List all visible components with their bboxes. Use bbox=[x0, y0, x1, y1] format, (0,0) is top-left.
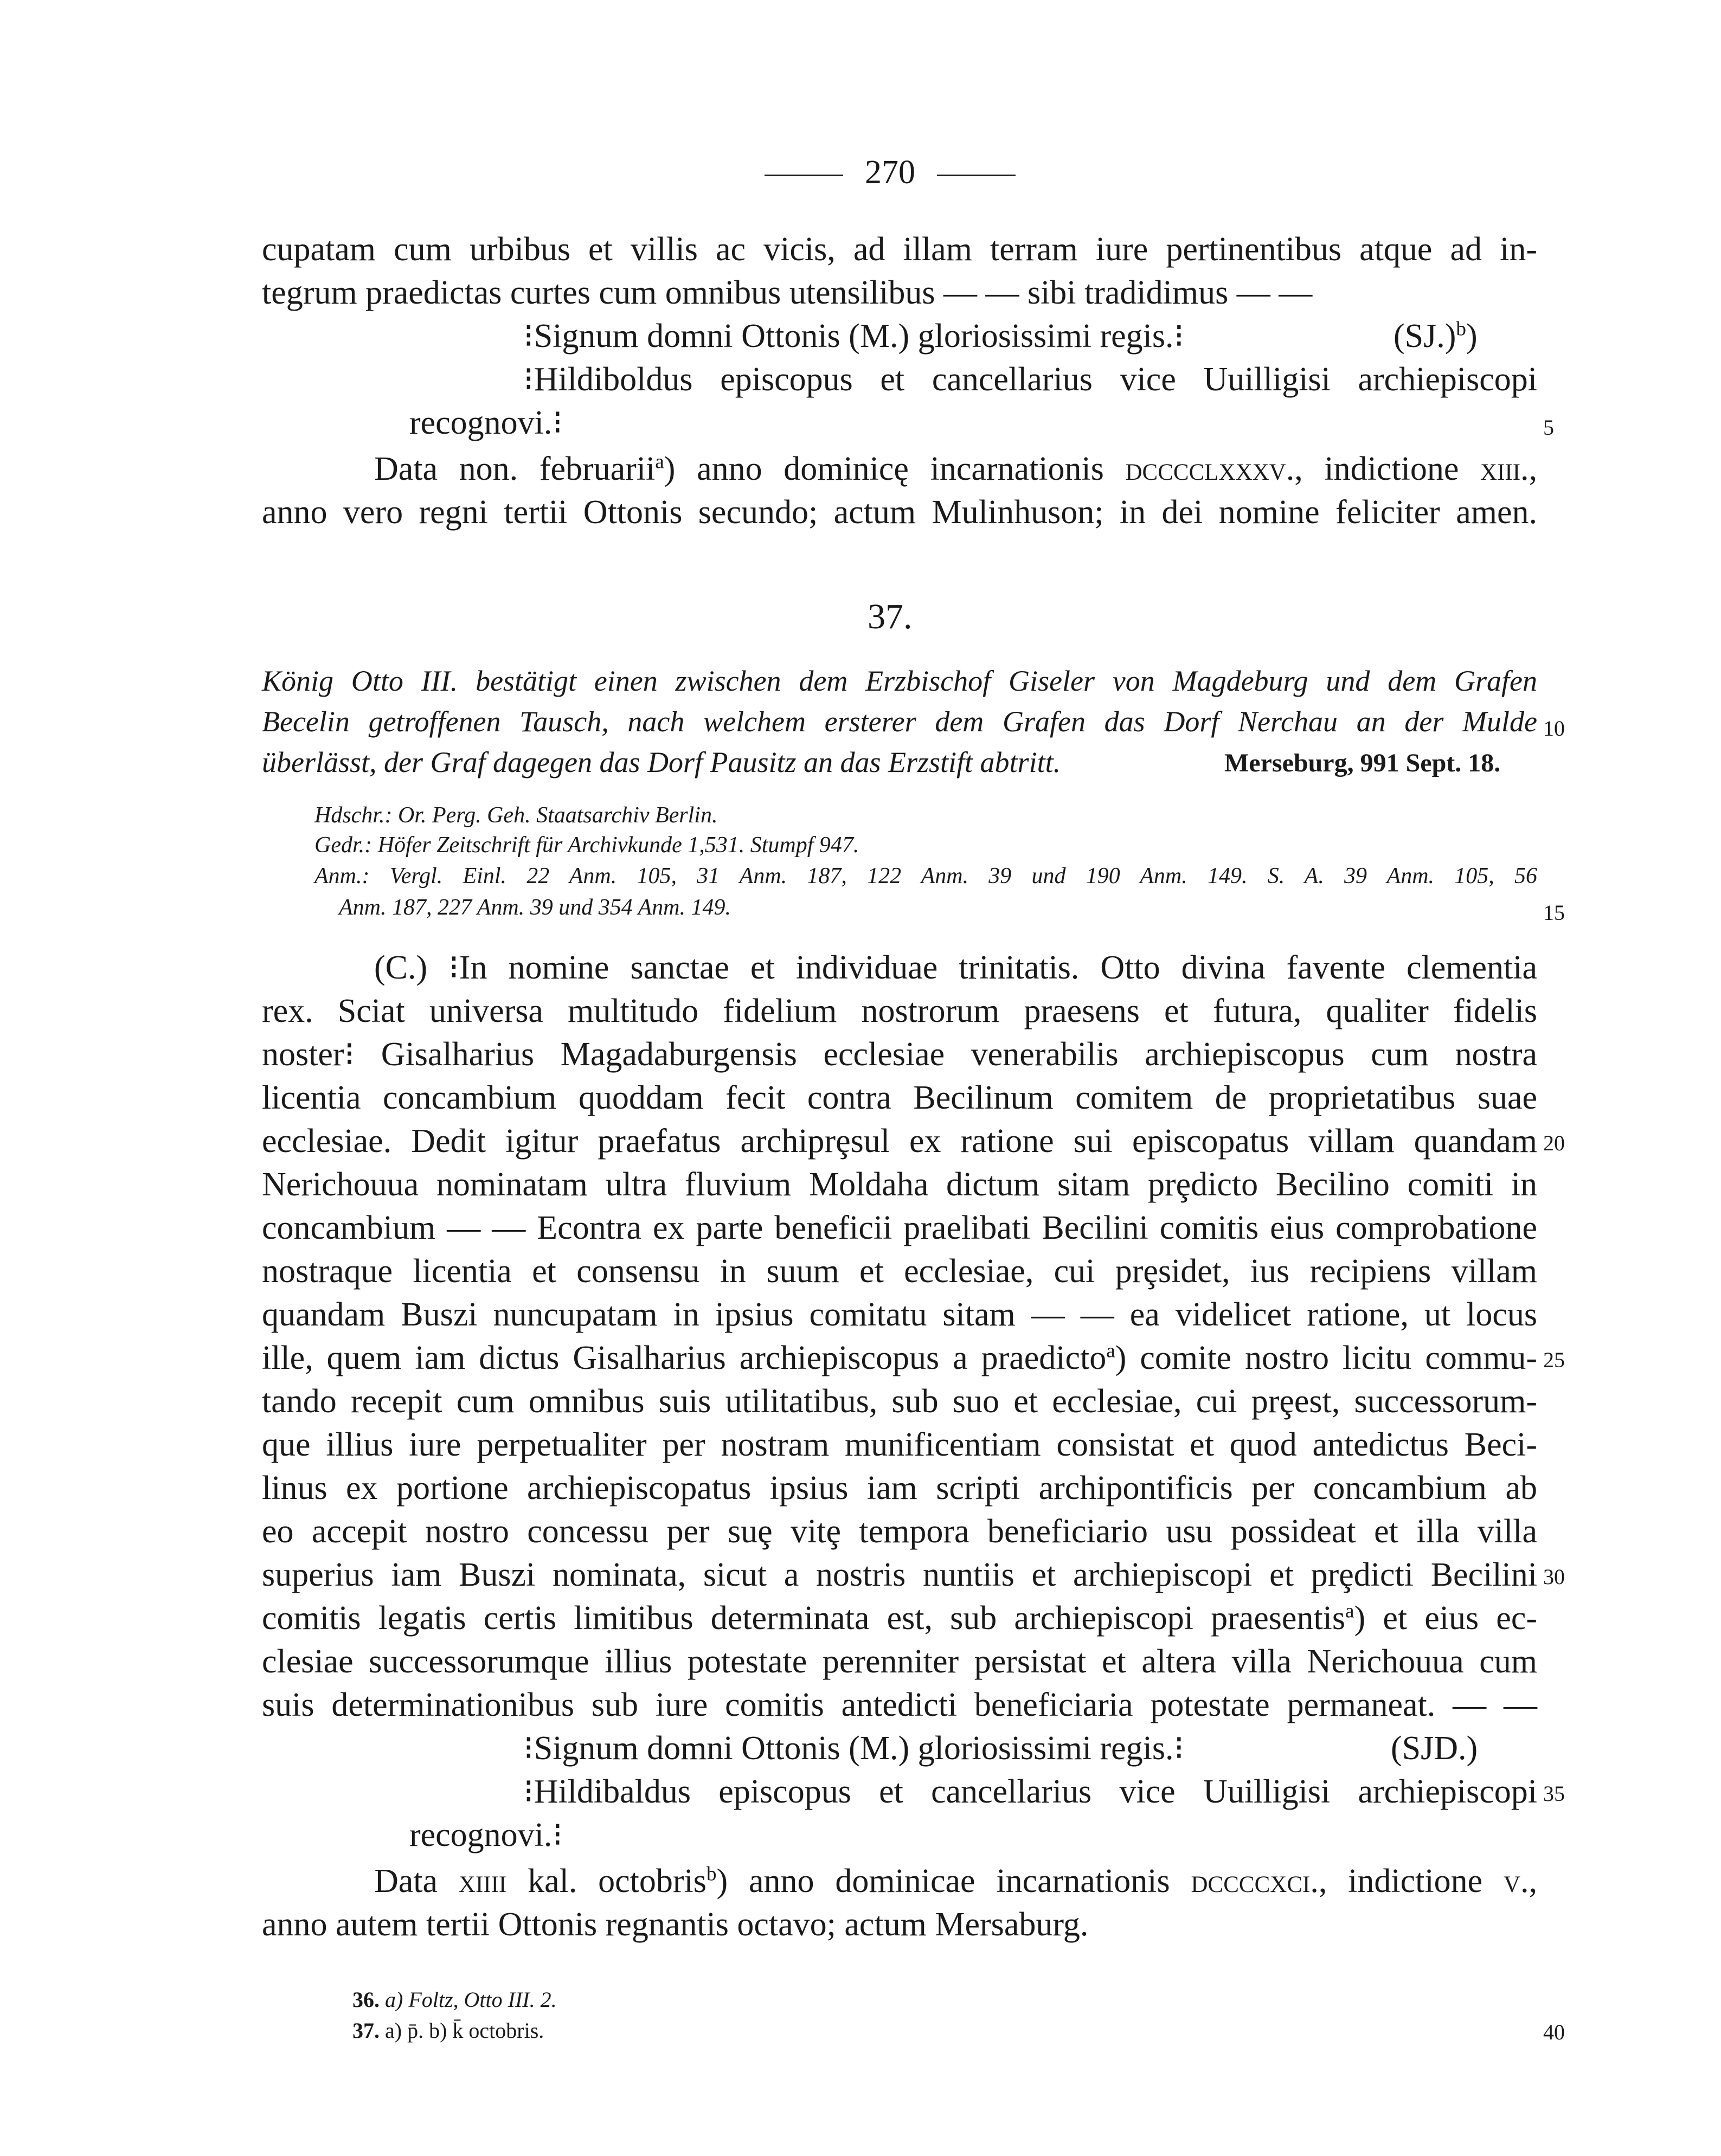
page-number: 270 bbox=[865, 154, 915, 191]
line-number: 15 bbox=[1543, 900, 1565, 925]
text-line: (C.) ⁝In nomine sanctae et individuae trinitatis. Otto divina favente clementia bbox=[374, 949, 1537, 986]
header-rule-right bbox=[937, 175, 1016, 176]
dating-line: anno vero regni tertii Ottonis secundo; actum Mulinhuson; in dei nomine feliciter amen. bbox=[262, 494, 1537, 531]
text-line: noster⁝ Gisalharius Magadaburgensis ecclesiae venerabilis archiepiscopus cum nostra bbox=[262, 1036, 1537, 1073]
text-line: clesiae successorumque illius potestate perenniter persistat et altera villa Nerichouua cum bbox=[262, 1643, 1537, 1680]
header-rule-left bbox=[765, 175, 843, 176]
place-date: Merseburg, 991 Sept. 18. bbox=[1224, 749, 1501, 777]
text-line: Nerichouua nominatam ultra fluvium Moldaha dictum sitam prȩdicto Becilino comiti in bbox=[262, 1166, 1537, 1203]
source-line: Anm.: Vergl. Einl. 22 Anm. 105, 31 Anm. 187, 122 Anm. 39 und 190 Anm. 149. S. A. 39 Anm. 105, 56 bbox=[314, 864, 1537, 889]
line-number: 40 bbox=[1543, 2020, 1565, 2044]
text-line: ecclesiae. Dedit igitur praefatus archiprȩsul ex ratione sui episcopatus villam quandam bbox=[262, 1123, 1537, 1160]
text-line: linus ex portione archiepiscopatus ipsius iam scripti archipontificis per concambium ab bbox=[262, 1470, 1537, 1507]
line-number: 25 bbox=[1543, 1348, 1565, 1372]
line-number: 5 bbox=[1543, 415, 1554, 440]
source-line: Anm. 187, 227 Anm. 39 und 354 Anm. 149. bbox=[339, 895, 731, 920]
signum-line: ⁝Signum domni Ottonis (M.) gloriosissimi regis.⁝ bbox=[523, 318, 1185, 355]
text-line: eo accepit nostro concessu per suȩ vitȩ tempora beneficiario usu possideat et illa villa bbox=[262, 1513, 1537, 1550]
regest-line: Becelin getroffenen Tausch, nach welchem ersterer dem Grafen das Dorf Nerchau an der Mulde bbox=[262, 705, 1537, 738]
footnote: 36. a) Foltz, Otto III. 2. bbox=[352, 1987, 557, 2012]
line-number: 35 bbox=[1543, 1781, 1565, 1806]
dating-line: anno autem tertii Ottonis regnantis octavo; actum Mersaburg. bbox=[262, 1906, 1089, 1943]
dating-line: Data non. februarii$^a$) anno dominicę incarnationis dccccl​xxxv., indictione xiii., bbox=[374, 450, 1538, 487]
recognition-line: ⁝Hildibaldus episcopus et cancellarius vice Uuilligisi archiepiscopi bbox=[523, 1773, 1537, 1810]
recognition-end: recognovi.⁝ bbox=[409, 1817, 563, 1853]
document-number: 37. bbox=[868, 597, 913, 636]
signum-mark: $(SJ.)^b$) bbox=[1394, 318, 1478, 355]
footnote: 37. a) p̄. b) k̄ octobris. bbox=[352, 2018, 544, 2043]
line-number: 30 bbox=[1543, 1565, 1565, 1589]
page-header bbox=[743, 153, 1037, 192]
line-number: 10 bbox=[1543, 716, 1565, 741]
text-line: comitis legatis certis limitibus determinata est, sub archiepiscopi praesentis$^a$) et eius ec- bbox=[262, 1600, 1537, 1637]
line-number: 20 bbox=[1543, 1131, 1565, 1155]
text-line: que illius iure perpetualiter per nostram munificentiam consistat et quod antedictus Beci- bbox=[262, 1426, 1537, 1463]
text-line: quandam Buszi nuncupatam in ipsius comitatu sitam — — ea videlicet ratione, ut locus bbox=[262, 1296, 1537, 1333]
text-line: suis determinationibus sub iure comitis antedicti beneficiaria potestate permaneat. — — bbox=[262, 1687, 1537, 1723]
source-line: Hdschr.: Or. Perg. Geh. Staatsarchiv Berlin. bbox=[314, 803, 718, 828]
recognition-end: recognovi.⁝ bbox=[409, 404, 563, 441]
recognition-line: ⁝Hildiboldus episcopus et cancellarius vice Uuilligisi archiepiscopi bbox=[523, 361, 1537, 398]
signum-line: ⁝Signum domni Ottonis (M.) gloriosissimi regis.⁝ bbox=[523, 1730, 1185, 1767]
regest-line: König Otto III. bestätigt einen zwischen dem Erzbischof Giseler von Magdeburg und dem Grafen bbox=[262, 665, 1537, 697]
text-line: cupatam cum urbibus et villis ac vicis, ad illam terram iure pertinentibus atque ad in- bbox=[262, 231, 1537, 268]
text-line: superius iam Buszi nominata, sicut a nostris nuntiis et archiepiscopi et prȩdicti Becilini bbox=[262, 1556, 1537, 1593]
source-line: Gedr.: Höfer Zeitschrift für Archivkunde 1,531. Stumpf 947. bbox=[314, 833, 859, 858]
signum-mark: (SJD.) bbox=[1391, 1730, 1478, 1767]
text-line: licentia concambium quoddam fecit contra Becilinum comitem de proprietatibus suae bbox=[262, 1079, 1537, 1116]
text-line: nostraque licentia et consensu in suum et ecclesiae, cui prȩsidet, ius recipiens villam bbox=[262, 1253, 1537, 1290]
regest-line: überlässt, der Graf dagegen das Dorf Pausitz an das Erzstift abtritt. bbox=[262, 746, 1061, 778]
text-line: ille, quem iam dictus Gisalharius archiepiscopus a praedicto$^a$) comite nostro licitu commu- bbox=[262, 1340, 1537, 1376]
dating-line: Data xiiii kal. octobris$^b$) anno dominicae incarnationis dccccxci., indictione v., bbox=[374, 1863, 1538, 1900]
text-line: rex. Sciat universa multitudo fidelium nostrorum praesens et futura, qualiter fidelis bbox=[262, 993, 1537, 1029]
text-line: tando recepit cum omnibus suis utilitatibus, sub suo et ecclesiae, cui prȩest, successorum- bbox=[262, 1383, 1537, 1420]
text-line: tegrum praedictas curtes cum omnibus utensilibus — — sibi tradidimus — — bbox=[262, 274, 1313, 311]
text-line: concambium — — Econtra ex parte beneficii praelibati Becilini comitis eius comprobatione bbox=[262, 1209, 1537, 1246]
